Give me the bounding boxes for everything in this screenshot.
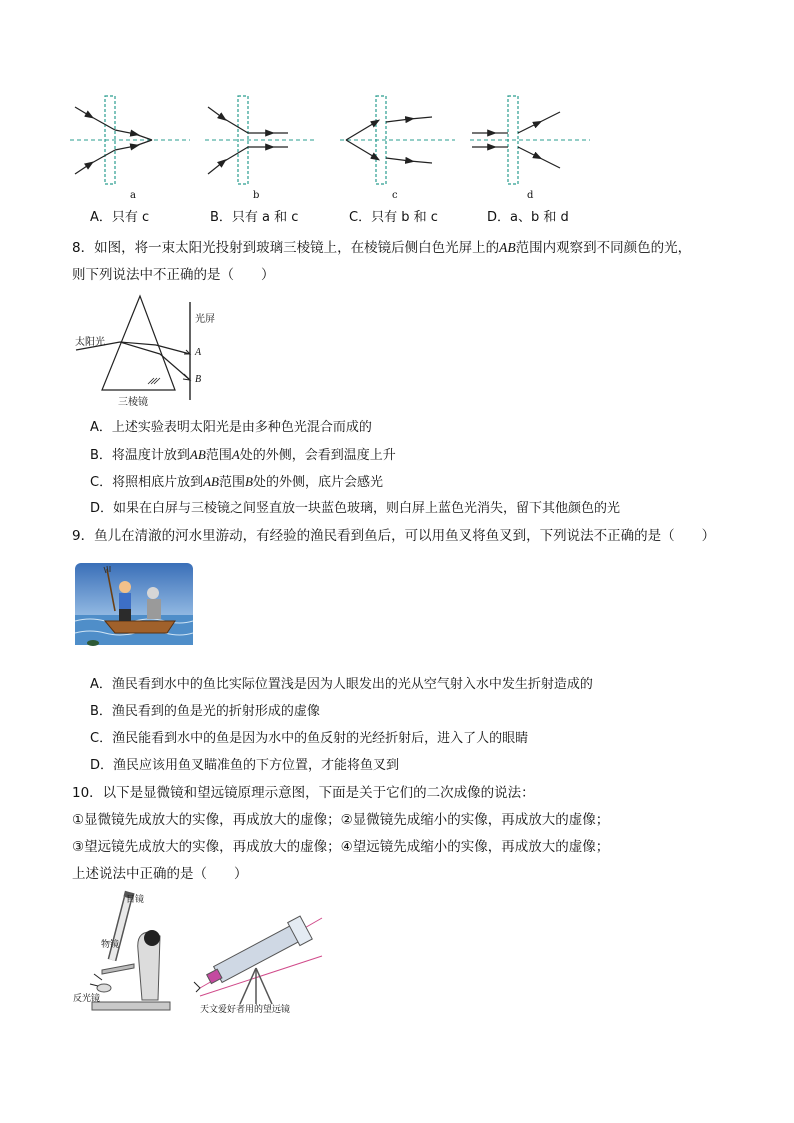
q9-option-a[interactable]: A．渔民看到水中的鱼比实际位置浅是因为人眼发出的光从空气射入水中发生折射造成的 xyxy=(90,677,593,692)
label-prism: 三棱镜 xyxy=(118,397,148,408)
telescope-illustration xyxy=(188,912,328,1004)
panel-label-b: b xyxy=(253,190,260,201)
telescope-caption: 天文爱好者用的望远镜 xyxy=(200,1005,291,1015)
panel-label-c: c xyxy=(392,190,398,201)
q8-stem-line1: 8．如图，将一束太阳光投射到玻璃三棱镜上，在棱镜后侧白色光屏上的AB范围内观察到不同颜色的光， xyxy=(72,240,692,256)
q10-stem: 10．以下是显微镜和望远镜原理示意图，下面是关于它们的二次成像的说法： xyxy=(72,785,535,801)
diagram-c xyxy=(340,96,455,184)
q8-option-b[interactable]: B．将温度计放到AB范围A处的外侧，会看到温度上升 xyxy=(90,447,396,463)
q10-question: 上述说法中正确的是（ ） xyxy=(72,866,248,882)
q9-option-b[interactable]: B．渔民看到的鱼是光的折射形成的虚像 xyxy=(90,704,320,719)
q10-statements-telescope: ③望远镜先成放大的实像，再成放大的虚像；④望远镜先成缩小的实像，再成放大的虚像； xyxy=(72,839,610,855)
q9-option-d[interactable]: D．渔民应该用鱼叉瞄准鱼的下方位置，才能将鱼叉到 xyxy=(90,758,400,773)
fisherman-illustration xyxy=(75,563,193,653)
q8-stem-line2: 则下列说法中不正确的是（ ） xyxy=(72,267,275,283)
label-mirror: 反光镜 xyxy=(73,994,101,1004)
lens-ray-diagrams xyxy=(60,90,600,205)
q7-option-d[interactable]: D．a、b 和 d xyxy=(487,210,569,225)
q9-stem: 9．鱼儿在清澈的河水里游动，有经验的渔民看到鱼后，可以用鱼叉将鱼叉到，下列说法不正确的是（ ） xyxy=(72,528,716,544)
q7-option-b[interactable]: B．只有 a 和 c xyxy=(210,210,299,225)
diagram-b xyxy=(205,96,315,184)
q9-option-c[interactable]: C．渔民能看到水中的鱼是因为水中的鱼反射的光经折射后，进入了人的眼睛 xyxy=(90,731,529,746)
panel-label-a: a xyxy=(130,190,136,201)
panel-label-d: d xyxy=(527,190,534,201)
label-screen: 光屏 xyxy=(195,314,215,325)
label-sunlight: 太阳光 xyxy=(75,337,105,348)
q8-option-a[interactable]: A．上述实验表明太阳光是由多种色光混合而成的 xyxy=(90,420,372,435)
q8-option-c[interactable]: C．将照相底片放到AB范围B处的外侧，底片会感光 xyxy=(90,474,383,490)
label-eyepiece: 目镜 xyxy=(126,895,145,905)
label-point-b: B xyxy=(195,374,202,385)
label-objective: 物镜 xyxy=(101,940,120,950)
q7-option-a[interactable]: A．只有 c xyxy=(90,210,150,225)
q8-option-d[interactable]: D．如果在白屏与三棱镜之间竖直放一块蓝色玻璃，则白屏上蓝色光消失，留下其他颜色的光 xyxy=(90,501,621,516)
diagram-a xyxy=(70,96,190,184)
q10-statements-microscope: ①显微镜先成放大的实像，再成放大的虚像；②显微镜先成缩小的实像，再成放大的虚像； xyxy=(72,812,610,828)
label-point-a: A xyxy=(195,347,202,358)
q7-option-c[interactable]: C．只有 b 和 c xyxy=(349,210,438,225)
diagram-d xyxy=(470,96,590,184)
